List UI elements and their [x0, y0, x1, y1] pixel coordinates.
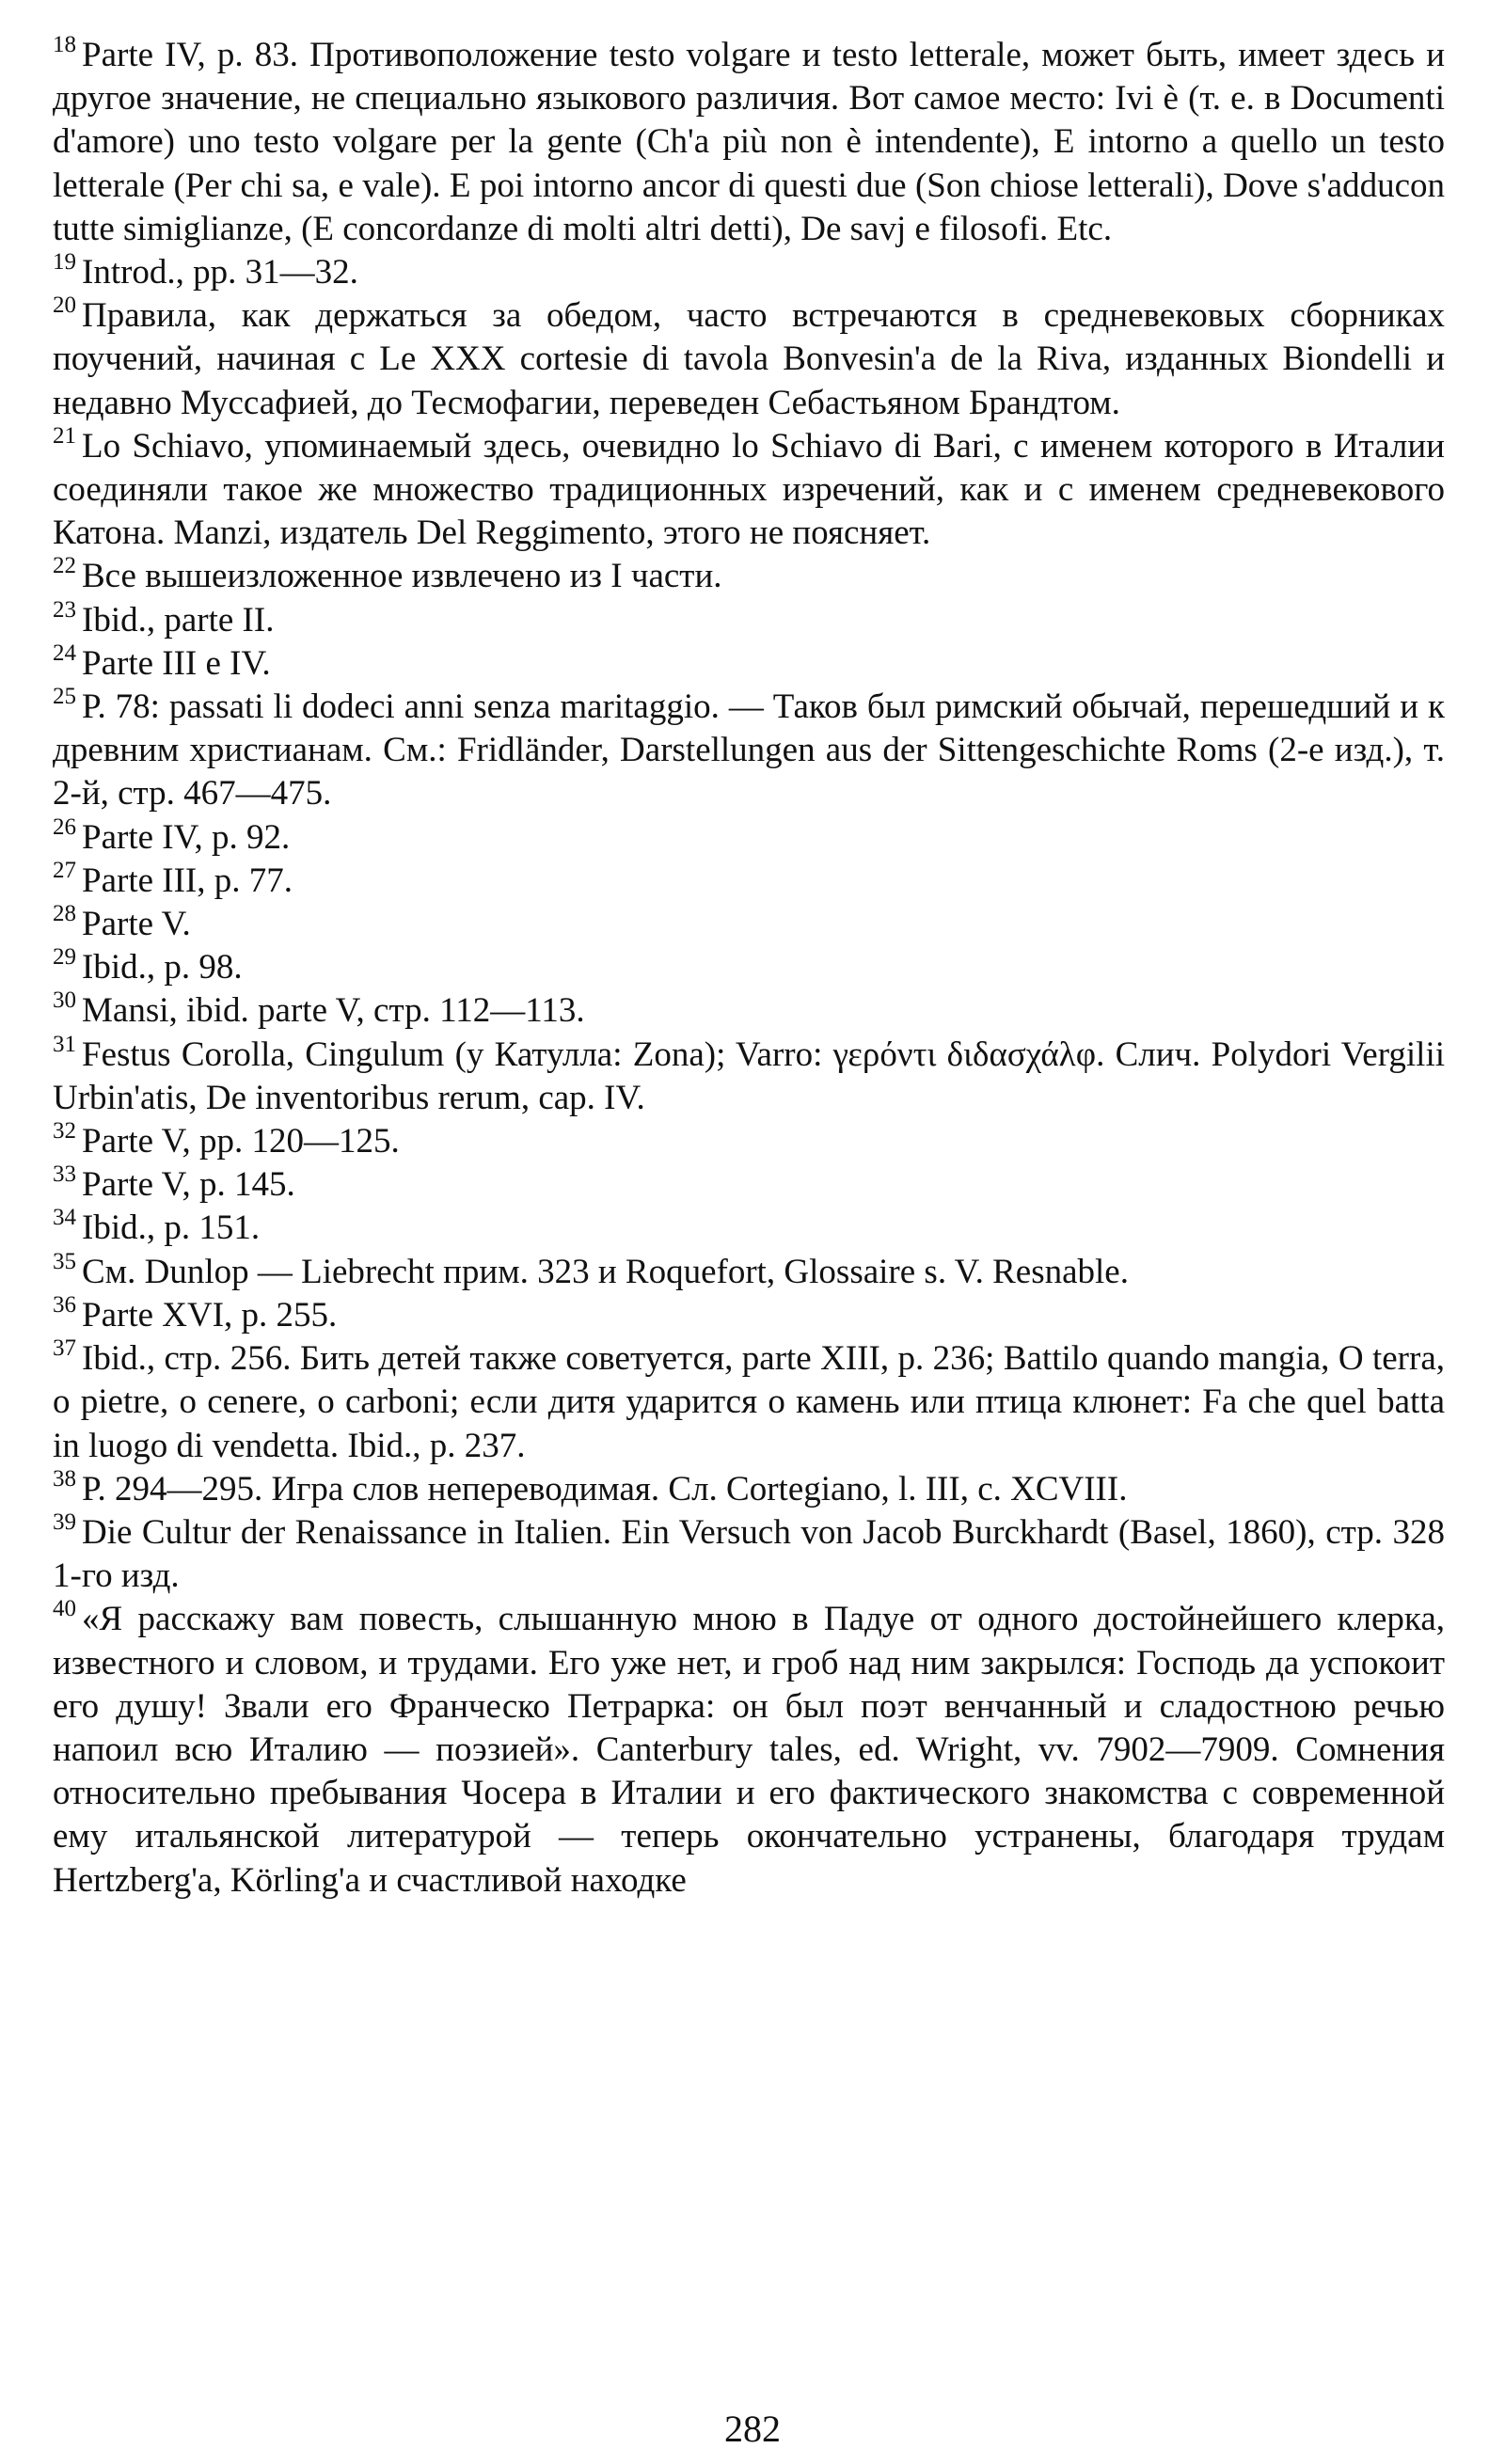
footnote-number: 18 — [53, 32, 76, 57]
footnote-32 — [53, 1120, 1445, 1163]
footnote-40 — [53, 1598, 1445, 1902]
footnote-20 — [53, 294, 1445, 425]
footnote-number: 21 — [53, 422, 76, 449]
footnote-text: Все вышеизложенное извлечено из I части. — [82, 557, 722, 596]
footnote-29 — [53, 946, 1445, 989]
footnotes-block — [53, 34, 1445, 1903]
footnote-number: 32 — [53, 1118, 76, 1145]
footnote-text: Ibid., p. 151. — [82, 1208, 261, 1248]
footnote-number: 37 — [53, 1335, 76, 1362]
footnote-27 — [53, 857, 1445, 903]
footnote-number: 38 — [53, 1465, 76, 1492]
footnote-33 — [53, 1163, 1445, 1207]
footnote-text: P. 294—295. Игра слов непереводимая. Сл. Cortegiano, l. III, c. XCVIII. — [82, 1469, 1128, 1508]
footnote-number: 30 — [53, 987, 76, 1014]
footnote-37 — [53, 1337, 1445, 1468]
footnote-number: 27 — [53, 857, 76, 883]
footnote-text: Lo Schiavo, упоминаемый здесь, очевидно lo Schiavo di Bari, с именем которого в Италии соединяли такое же множество традиционных изречений, как и с именем средневекового Катона. Manzi, издатель Del Reggimento, этого не поясняет. — [53, 426, 1445, 553]
footnote-23 — [53, 596, 1445, 642]
footnote-18 — [53, 34, 1445, 251]
footnote-31 — [53, 1031, 1445, 1120]
footnote-text: Die Cultur der Renaissance in Italien. Ein Versuch von Jacob Burckhardt (Basel, 1860), стр. 328 1-го изд. — [53, 1512, 1445, 1596]
footnote-39 — [53, 1508, 1445, 1598]
footnote-number: 33 — [53, 1161, 76, 1188]
footnote-text: Parte V, pp. 120—125. — [82, 1122, 400, 1161]
footnote-text: Parte III e IV. — [82, 643, 271, 683]
footnote-number: 36 — [53, 1291, 76, 1318]
footnote-number: 23 — [53, 596, 76, 623]
footnote-text: Parte XVI, p. 255. — [82, 1295, 338, 1335]
footnote-number: 28 — [53, 901, 76, 927]
footnote-number: 40 — [53, 1596, 76, 1622]
footnote-text: См. Dunlop — Liebrecht прим. 323 и Roquefort, Glossaire s. V. Resnable. — [82, 1252, 1129, 1291]
footnote-number: 35 — [53, 1248, 76, 1274]
footnote-36 — [53, 1291, 1445, 1337]
footnote-text: Festus Corolla, Cingulum (у Катулла: Zona); Varro: γερόντι διδασχάλφ. Слич. Polydori Vergilii Urbin'atis, De inventoribus rerum, cap. IV. — [53, 1035, 1445, 1117]
footnote-text: P. 78: passati li dodeci anni senza maritaggio. — Таков был римский обычай, перешедший и к древним христианам. См.: Fridländer, Darstellungen aus der Sittengeschichte Roms (2-е изд.), т. 2-й, стр. 467—475. — [53, 687, 1445, 813]
footnote-number: 31 — [53, 1031, 76, 1057]
footnote-21 — [53, 422, 1445, 556]
footnote-text: Parte III, p. 77. — [82, 861, 293, 900]
footnote-34 — [53, 1207, 1445, 1250]
footnote-number: 39 — [53, 1508, 76, 1535]
footnote-text: Parte IV, p. 92. — [82, 817, 291, 857]
footnote-text: Правила, как держаться за обедом, часто встречаются в средневековых сборниках поучений, начиная с Le XXX cortesie di tavola Bonvesin'a de la Riva, изданных Biondelli и недавно Муссафией, до Тесмофагии, переведен Себастьяном Брандтом. — [53, 296, 1445, 422]
footnote-text: Parte V. — [82, 905, 191, 944]
footnote-28 — [53, 903, 1445, 946]
footnote-text: Mansi, ibid. parte V, стр. 112—113. — [82, 991, 585, 1031]
footnote-text: Parte V, p. 145. — [82, 1165, 295, 1205]
footnote-number: 22 — [53, 553, 76, 579]
footnote-number: 26 — [53, 813, 76, 840]
footnote-22 — [53, 555, 1445, 598]
page-number: 282 — [724, 2408, 781, 2450]
footnote-text: Ibid., parte II. — [82, 600, 275, 640]
footnote-38 — [53, 1465, 1445, 1511]
footnote-24 — [53, 642, 1445, 686]
footnote-text: Ibid., p. 98. — [82, 948, 243, 987]
footnote-text: Introd., pp. 31—32. — [82, 253, 358, 292]
footnote-35 — [53, 1248, 1445, 1294]
footnote-30 — [53, 989, 1445, 1033]
footnote-number: 20 — [53, 292, 76, 319]
footnote-number: 34 — [53, 1205, 76, 1231]
footnote-26 — [53, 813, 1445, 860]
footnote-text: «Я расскажу вам повесть, слышанную мною в Падуе от одного достойнейшего клерка, известного и словом, и трудами. Его уже нет, и гроб над ним закрылся: Господь да успокоит его душу! Звали его Франческо Петрарка: он был поэт венчанный и сладостною речью напоил всю Италию — поэзией». Canterbury tales, ed. Wright, vv. 7902—7909. Сомнения относительно пребывания Чосера в Италии и его фактического знакомства с современной ему итальянской литературой — теперь окончательно устранены, благодаря трудам Hertzberg'a, Körling'a и счастливой находке — [53, 1600, 1445, 1900]
footnote-number: 19 — [53, 249, 76, 276]
footnote-number: 24 — [53, 640, 76, 666]
footnote-number: 29 — [53, 944, 76, 971]
footnote-text: Ibid., стр. 256. Бить детей также советуется, parte XIII, p. 236; Battilo quando mangia, O terra, o pietre, o cenere, o carboni; если дитя ударится о камень или птица клюнет: Fa che quel batta in luogo di vendetta. Ibid., p. 237. — [53, 1339, 1445, 1465]
footnote-25 — [53, 686, 1445, 816]
footnote-text: Parte IV, p. 83. Противоположение testo volgare и testo letterale, может быть, имеет здесь и другое значение, не специально языкового различия. Вот самое место: Ivi è (т. е. в Documenti d'amore) uno testo volgare per la gente (Ch'a più non è intendente), E intorno a quello un testo letterale (Per chi sa, e vale). E poi intorno ancor di questi due (Son chiose letterali), Dove s'adducon tutte simiglianze, (E concordanze di molti altri detti), De savj e filosofi. Etc. — [53, 36, 1445, 248]
footnote-number: 25 — [53, 684, 76, 710]
footnote-19 — [53, 251, 1445, 294]
